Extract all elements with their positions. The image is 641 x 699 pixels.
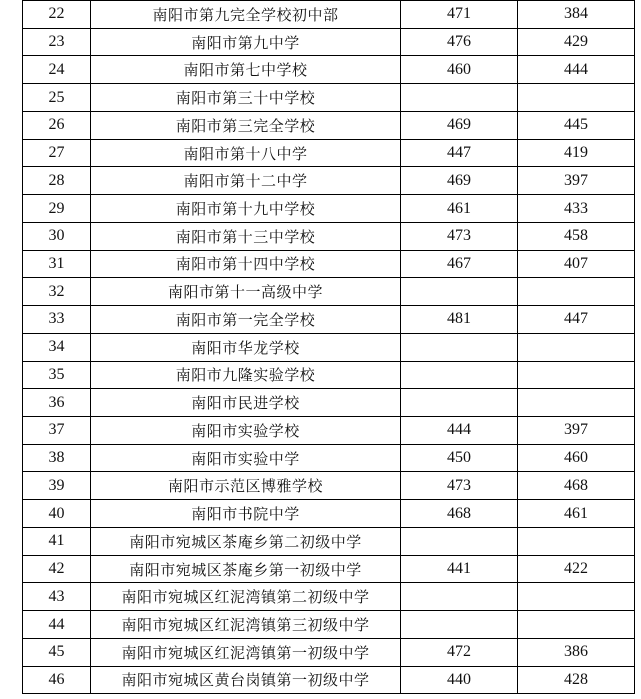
row-number-cell: 46 [23,666,91,694]
table-row [23,583,635,611]
score-2-cell: 433 [518,195,635,223]
table-row [23,111,635,139]
score-2-cell: 460 [518,444,635,472]
school-name-cell: 南阳市第十四中学校 [91,250,401,278]
score-1-cell: 441 [401,555,518,583]
score-1-cell: 469 [401,111,518,139]
score-2-cell: 445 [518,111,635,139]
row-number-cell: 24 [23,56,91,84]
table-row [23,527,635,555]
school-name-cell: 南阳市第九中学 [91,28,401,56]
document-page [22,0,635,694]
table-row [23,389,635,417]
table-row [23,333,635,361]
row-number-cell: 40 [23,500,91,528]
score-2-cell: 444 [518,56,635,84]
score-1-cell [401,389,518,417]
table-row [23,500,635,528]
score-1-cell: 472 [401,638,518,666]
row-number-cell: 33 [23,306,91,334]
score-2-cell [518,333,635,361]
row-number-cell: 44 [23,611,91,639]
score-1-cell: 469 [401,167,518,195]
row-number-cell: 29 [23,195,91,223]
score-2-cell [518,583,635,611]
school-name-cell: 南阳市第十二中学 [91,167,401,195]
school-name-cell: 南阳市第十一高级中学 [91,278,401,306]
score-1-cell: 461 [401,195,518,223]
row-number-cell: 36 [23,389,91,417]
score-1-cell: 468 [401,500,518,528]
school-name-cell: 南阳市第十九中学校 [91,195,401,223]
score-1-cell: 481 [401,306,518,334]
score-2-cell [518,527,635,555]
row-number-cell: 31 [23,250,91,278]
school-name-cell: 南阳市实验学校 [91,417,401,445]
score-1-cell: 447 [401,139,518,167]
school-name-cell: 南阳市华龙学校 [91,333,401,361]
table-row [23,444,635,472]
school-name-cell: 南阳市第三十中学校 [91,84,401,112]
row-number-cell: 45 [23,638,91,666]
row-number-cell: 41 [23,527,91,555]
score-1-cell: 450 [401,444,518,472]
score-1-cell [401,527,518,555]
score-1-cell: 444 [401,417,518,445]
school-name-cell: 南阳市实验中学 [91,444,401,472]
score-1-cell [401,361,518,389]
school-name-cell: 南阳市宛城区红泥湾镇第二初级中学 [91,583,401,611]
score-2-cell: 461 [518,500,635,528]
school-score-table [22,0,635,694]
table-row [23,84,635,112]
score-1-cell: 440 [401,666,518,694]
table-row [23,28,635,56]
score-2-cell: 429 [518,28,635,56]
school-name-cell: 南阳市示范区博雅学校 [91,472,401,500]
row-number-cell: 22 [23,1,91,29]
table-row [23,195,635,223]
table-row [23,638,635,666]
table-row [23,417,635,445]
table-row [23,139,635,167]
score-2-cell [518,611,635,639]
score-2-cell [518,361,635,389]
table-row [23,56,635,84]
school-name-cell: 南阳市宛城区红泥湾镇第三初级中学 [91,611,401,639]
row-number-cell: 34 [23,333,91,361]
school-name-cell: 南阳市民进学校 [91,389,401,417]
table-row [23,250,635,278]
score-1-cell [401,278,518,306]
score-2-cell: 397 [518,417,635,445]
school-name-cell: 南阳市第一完全学校 [91,306,401,334]
score-2-cell [518,389,635,417]
score-2-cell: 407 [518,250,635,278]
table-row [23,306,635,334]
school-name-cell: 南阳市书院中学 [91,500,401,528]
score-2-cell: 384 [518,1,635,29]
score-2-cell: 419 [518,139,635,167]
row-number-cell: 30 [23,222,91,250]
row-number-cell: 42 [23,555,91,583]
score-1-cell: 467 [401,250,518,278]
score-2-cell: 468 [518,472,635,500]
score-1-cell: 473 [401,472,518,500]
row-number-cell: 27 [23,139,91,167]
row-number-cell: 43 [23,583,91,611]
school-name-cell: 南阳市宛城区黄台岗镇第一初级中学 [91,666,401,694]
school-name-cell: 南阳市第三完全学校 [91,111,401,139]
table-row [23,472,635,500]
row-number-cell: 38 [23,444,91,472]
row-number-cell: 25 [23,84,91,112]
score-2-cell: 386 [518,638,635,666]
score-2-cell: 397 [518,167,635,195]
row-number-cell: 32 [23,278,91,306]
row-number-cell: 35 [23,361,91,389]
school-name-cell: 南阳市第十八中学 [91,139,401,167]
score-1-cell: 460 [401,56,518,84]
score-2-cell: 458 [518,222,635,250]
row-number-cell: 37 [23,417,91,445]
row-number-cell: 26 [23,111,91,139]
table-row [23,361,635,389]
school-name-cell: 南阳市第九完全学校初中部 [91,1,401,29]
score-1-cell [401,333,518,361]
school-name-cell: 南阳市第十三中学校 [91,222,401,250]
row-number-cell: 23 [23,28,91,56]
table-row [23,222,635,250]
score-1-cell [401,611,518,639]
table-row [23,1,635,29]
school-name-cell: 南阳市宛城区红泥湾镇第一初级中学 [91,638,401,666]
table-row [23,666,635,694]
score-1-cell: 476 [401,28,518,56]
score-2-cell: 422 [518,555,635,583]
score-1-cell: 473 [401,222,518,250]
school-name-cell: 南阳市宛城区茶庵乡第二初级中学 [91,527,401,555]
school-name-cell: 南阳市第七中学校 [91,56,401,84]
score-2-cell: 447 [518,306,635,334]
row-number-cell: 28 [23,167,91,195]
school-name-cell: 南阳市九隆实验学校 [91,361,401,389]
score-1-cell [401,583,518,611]
row-number-cell: 39 [23,472,91,500]
score-2-cell: 428 [518,666,635,694]
score-1-cell: 471 [401,1,518,29]
school-name-cell: 南阳市宛城区茶庵乡第一初级中学 [91,555,401,583]
table-row [23,167,635,195]
score-2-cell [518,84,635,112]
score-2-cell [518,278,635,306]
table-row [23,611,635,639]
table-row [23,555,635,583]
score-1-cell [401,84,518,112]
table-row [23,278,635,306]
table-body [23,1,635,694]
